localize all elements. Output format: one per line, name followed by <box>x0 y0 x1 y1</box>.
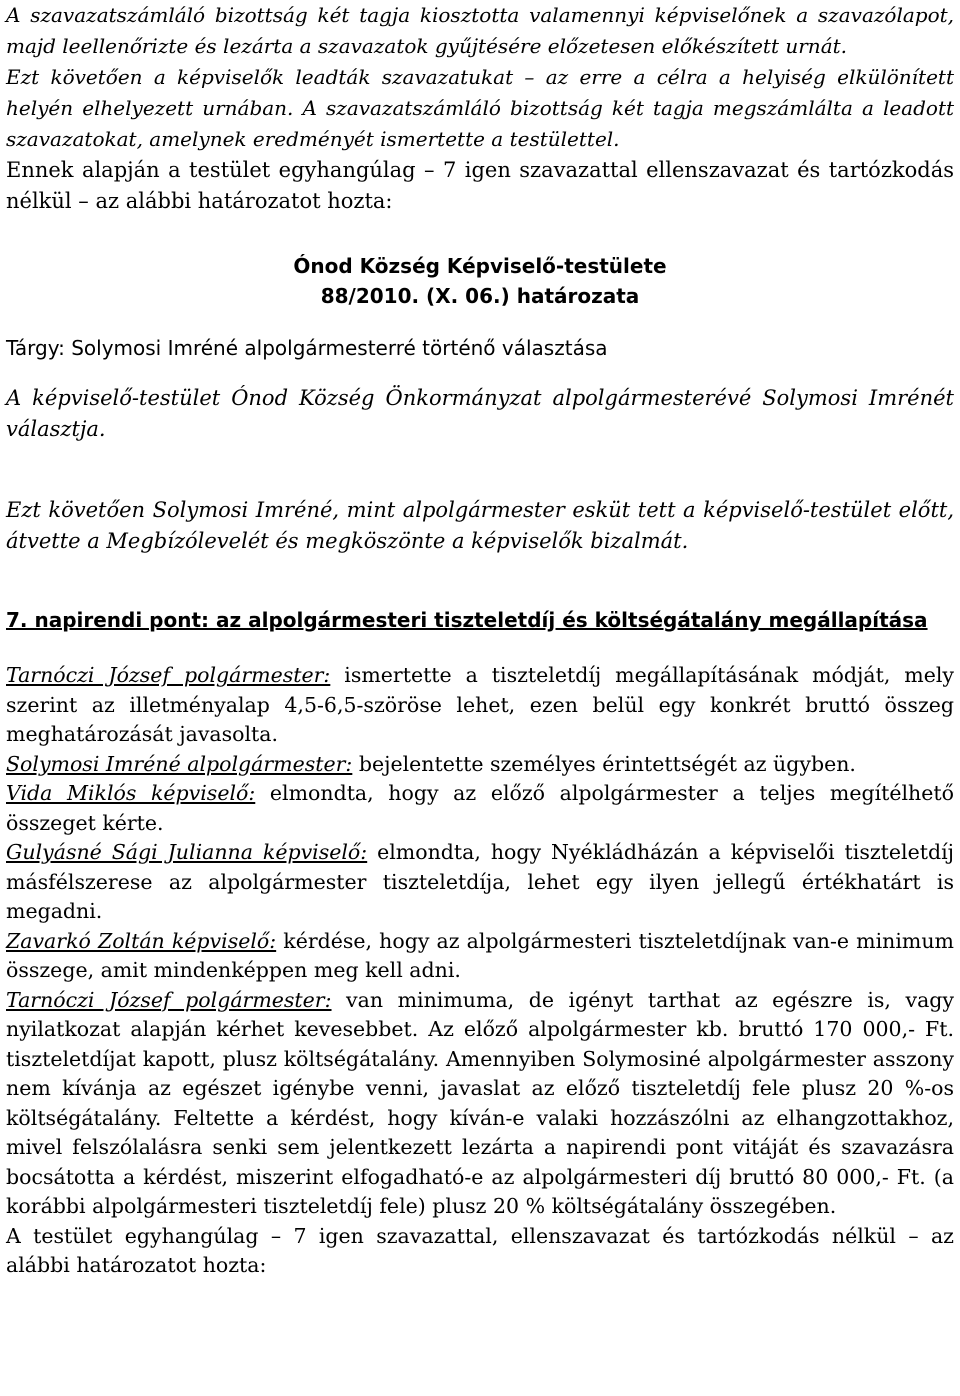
resolution-text: A képviselő-testület Ónod Község Önkormányzat alpolgármesterévé Solymosi Imrénét választja. <box>6 386 954 441</box>
speaker-name: Gulyásné Sági Julianna képviselő: <box>6 840 368 864</box>
speech-item <box>6 779 954 838</box>
speech-text: elmondta, hogy az előző alpolgármester a teljes megítélhető összeget kérte. <box>6 781 954 835</box>
speaker-name: Tarnóczi József polgármester: <box>6 663 331 687</box>
speech-item <box>6 986 954 1222</box>
speech-text: bejelentette személyes érintettségét az ügyben. <box>352 751 856 776</box>
speech-item <box>6 750 954 780</box>
voting-paragraph-3-text: A szavazatszámláló bizottság két tagja megszámlálta a leadott szavazatokat, amelynek eredményét ismertette a testülettel. <box>6 96 955 151</box>
voting-paragraph-4: Ennek alapján a testület egyhangúlag – 7 igen szavazattal ellenszavazat és tartózkodás nélkül – az alábbi határozatot hozta: <box>6 158 954 213</box>
speech-item <box>6 927 954 986</box>
final-statement: A testület egyhangúlag – 7 igen szavazattal, ellenszavazat és tartózkodás nélkül – az alábbi határozatot hozta: <box>6 1223 954 1277</box>
speaker-name: Vida Miklós képviselő: <box>6 781 256 805</box>
voting-paragraph-1: A szavazatszámláló bizottság két tagja kiosztotta valamennyi képviselőnek a szavazólapot, majd leellenőrizte és lezárta a szavazatok gyűjtésére előzetesen előkészített urnát. <box>6 3 954 58</box>
speech-item <box>6 661 954 750</box>
speeches-list <box>6 661 954 1222</box>
speech-text: van minimuma, de igényt tarthat az egészre is, vagy nyilatkozat alapján kérhet kevesebbet. Az előző alpolgármester kb. bruttó 170 000,- Ft. tiszteletdíjat kapott, plusz költségátalány. Amennyiben Solymosiné alpolgármester asszony nem kívánja az egészet igénybe venni, javaslat az előző tiszteletdíj fele plusz 20 %-os költségátalány. Feltette a kérdést, hogy kíván-e valaki hozzászólni az elhangzottakhoz, mivel felszólalásra senki sem jelentkezett lezárta a napirendi pont vitáját és szavazásra bocsátotta a kérdést, miszerint elfogadható-e az alpolgármesteri díj bruttó 80 000,- Ft. (a korábbi alpolgármesteri tiszteletdíj fele) plusz 20 % költségátalány összegében. <box>6 987 954 1218</box>
resolution-number: 88/2010. (X. 06.) határozata <box>320 284 640 308</box>
speaker-name: Zavarkó Zoltán képviselő: <box>6 928 277 953</box>
speech-text: elmondta, hogy Nyékládházán a képviselői tiszteletdíj másfélszerese az alpolgármester tiszteletdíja, lehet egy ilyen jellegű értékhatárt is megadni. <box>6 840 954 923</box>
speaker-name: Solymosi Imréné alpolgármester: <box>6 751 353 776</box>
speaker-name: Tarnóczi József polgármester: <box>6 987 332 1012</box>
voting-paragraph-2-text: Ezt követően a képviselők leadták szavazatukat – az erre a célra a helyiség elkülönített helyén elhelyezett urnában. <box>6 65 954 120</box>
voting-paragraph-2 <box>6 62 954 155</box>
agenda-title: 7. napirendi pont: az alpolgármesteri tiszteletdíj és költségátalány megállapítása <box>6 608 928 632</box>
speech-item <box>6 838 954 927</box>
speech-text: kérdése, hogy az alpolgármesteri tiszteletdíjnak van-e minimum összege, amit mindenképpen meg kell adni. <box>6 928 954 982</box>
speech-text: ismertette a tiszteletdíj megállapításának módját, mely szerint az illetményalap 4,5-6,5-szöröse lehet, ezen belül egy konkrét bruttó összeg meghatározását javasolta. <box>6 663 954 746</box>
resolution-subject: Tárgy: Solymosi Imréné alpolgármesterré történő választása <box>6 336 608 360</box>
oath-paragraph: Ezt követően Solymosi Imréné, mint alpolgármester esküt tett a képviselő-testület előtt, átvette a Megbízólevelét és megköszönte a képviselők bizalmát. <box>6 498 954 553</box>
resolution-body: Ónod Község Képviselő-testülete <box>293 254 667 278</box>
